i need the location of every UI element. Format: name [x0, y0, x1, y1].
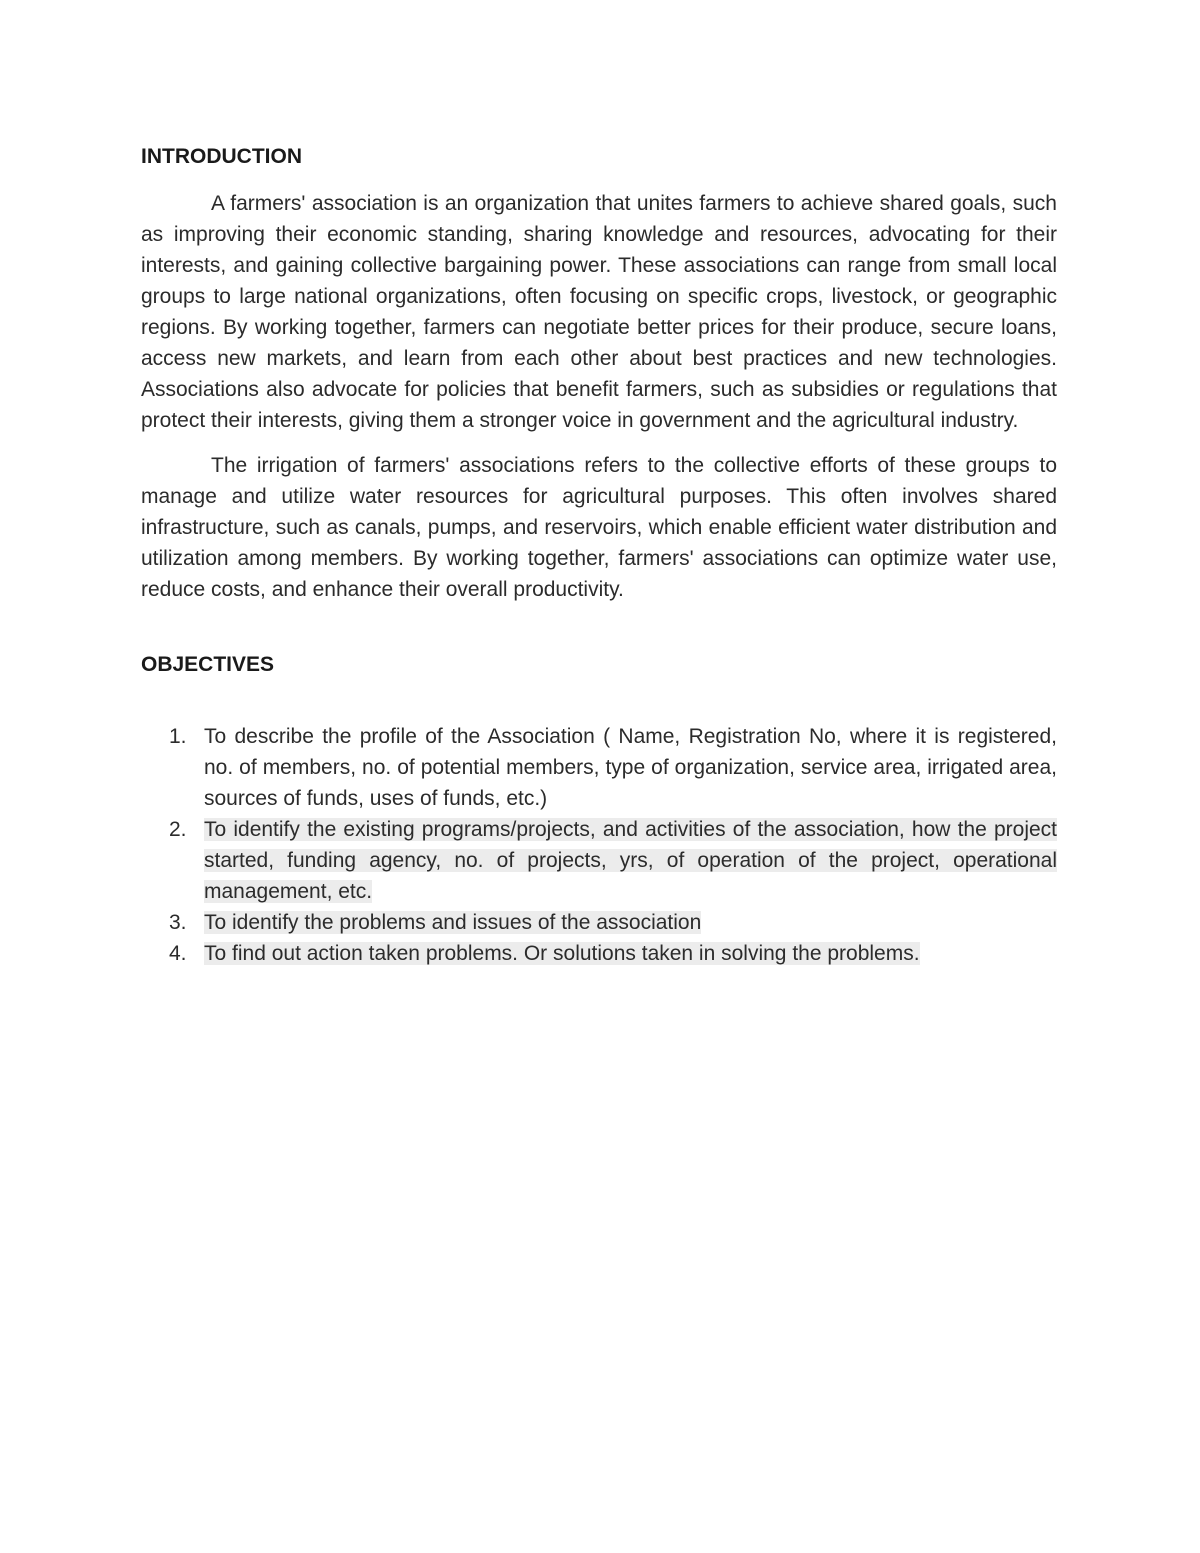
list-item-number: 2.: [169, 818, 187, 841]
list-item: [141, 938, 1057, 969]
introduction-paragraph-1: A farmers' association is an organization that unites farmers to achieve shared goals, such as improving their economic standing, sharing knowledge and resources, advocating for their interests, and gaining collective bargaining power. These associations can range from small local groups to large national organizations, often focusing on specific crops, livestock, or geographic regions. By working together, farmers can negotiate better prices for their produce, secure loans, access new markets, and learn from each other about best practices and new technologies. Associations also advocate for policies that benefit farmers, such as subsidies or regulations that protect their interests, giving them a stronger voice in government and the agricultural industry.: [141, 192, 1057, 432]
list-item: [141, 721, 1057, 814]
introduction-paragraph-2: The irrigation of farmers' associations refers to the collective efforts of these groups to manage and utilize water resources for agricultural purposes. This often involves shared infrastructure, such as canals, pumps, and reservoirs, which enable efficient water distribution and utilization among members. By working together, farmers' associations can optimize water use, reduce costs, and enhance their overall productivity.: [141, 454, 1057, 601]
list-item: [141, 814, 1057, 907]
objectives-list: [141, 721, 1057, 969]
list-item-text: To identify the existing programs/projects, and activities of the association, how the project started, funding agency, no. of projects, yrs, of operation of the project, operational management, etc.: [204, 818, 1057, 903]
list-item-text: To describe the profile of the Association ( Name, Registration No, where it is registered, no. of members, no. of potential members, type of organization, service area, irrigated area, sources of funds, uses of funds, etc.): [204, 725, 1057, 810]
introduction-heading: INTRODUCTION: [141, 145, 302, 168]
document-page: [141, 141, 1057, 969]
list-item-text: To find out action taken problems. Or solutions taken in solving the problems.: [204, 942, 920, 965]
list-item-text: To identify the problems and issues of the association: [204, 911, 702, 934]
list-item: [141, 907, 1057, 938]
objectives-heading: OBJECTIVES: [141, 653, 275, 676]
list-item-number: 3.: [169, 911, 187, 934]
list-item-number: 1.: [169, 725, 187, 748]
list-item-number: 4.: [169, 942, 187, 965]
